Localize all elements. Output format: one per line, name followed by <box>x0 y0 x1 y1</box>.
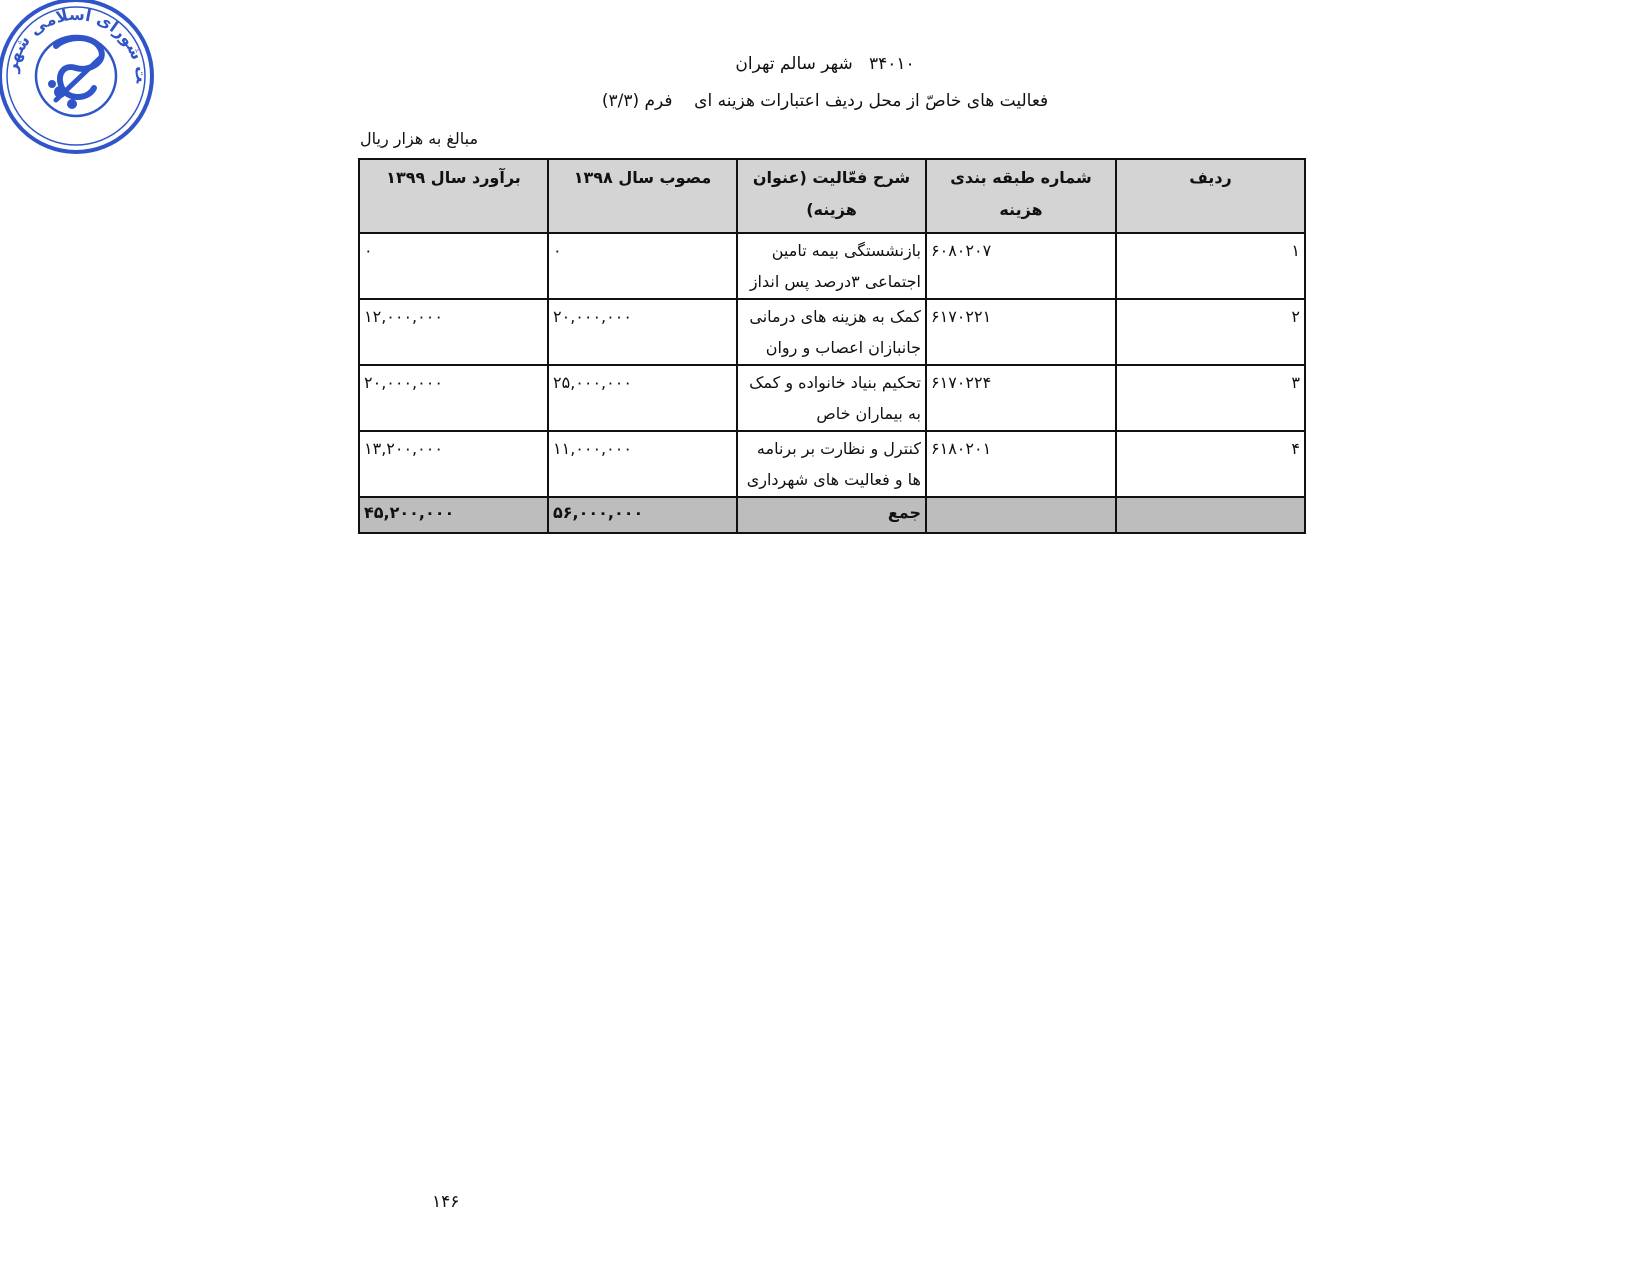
row-number-cell: ۱ <box>1116 233 1305 299</box>
header-expense-code: شماره طبقه بندی هزینه <box>926 159 1116 233</box>
estimate-amount-cell: ۰ <box>359 233 548 299</box>
expense-code-cell: ۶۱۷۰۲۲۴ <box>926 365 1116 431</box>
row-number-cell: ۳ <box>1116 365 1305 431</box>
estimate-amount-cell: ۱۳,۲۰۰,۰۰۰ <box>359 431 548 497</box>
table-row <box>359 431 1305 497</box>
activity-description-cell: کنترل و نظارت بر برنامه ها و فعالیت های شهرداری <box>737 431 926 497</box>
header-row-number: ردیف <box>1116 159 1305 233</box>
header-estimate-1399: برآورد سال ۱۳۹۹ <box>359 159 548 233</box>
total-label: جمع <box>737 497 926 533</box>
expense-code-cell: ۶۰۸۰۲۰۷ <box>926 233 1116 299</box>
total-approved-amount: ۵۶,۰۰۰,۰۰۰ <box>548 497 737 533</box>
total-row <box>359 497 1305 533</box>
activity-description-cell: بازنشستگی بیمه تامین اجتماعی ۳درصد پس انداز <box>737 233 926 299</box>
row-number-cell: ۴ <box>1116 431 1305 497</box>
total-estimate-amount: ۴۵,۲۰۰,۰۰۰ <box>359 497 548 533</box>
page-number: ۱۴۶ <box>432 1192 460 1212</box>
unit-note: مبالغ به هزار ریال <box>360 129 479 148</box>
expense-code-cell: ۶۱۷۰۲۲۱ <box>926 299 1116 365</box>
activities-table <box>358 158 1306 534</box>
estimate-amount-cell: ۱۲,۰۰۰,۰۰۰ <box>359 299 548 365</box>
approved-amount-cell: ۱۱,۰۰۰,۰۰۰ <box>548 431 737 497</box>
table-row <box>359 299 1305 365</box>
approved-amount-cell: ۰ <box>548 233 737 299</box>
svg-text:معاونت شورای اسلامی شهر تهران: ت شورای اسلامی شهر <box>1 4 152 84</box>
expense-code-cell: ۶۱۸۰۲۰۱ <box>926 431 1116 497</box>
document-title: ۳۴۰۱۰ شهر سالم تهران <box>735 54 915 74</box>
activity-description-cell: تحکیم بنیاد خانواده و کمک به بیماران خاص <box>737 365 926 431</box>
table-row <box>359 233 1305 299</box>
table-row <box>359 365 1305 431</box>
header-activity-description: شرح فعّالیت (عنوان هزینه) <box>737 159 926 233</box>
council-seal-stamp <box>0 0 158 158</box>
document-subtitle: فعالیت های خاصّ از محل ردیف اعتبارات هزینه ای فرم (۳/۳) <box>601 91 1049 111</box>
total-empty-cell <box>1116 497 1305 533</box>
activity-description-cell: کمک به هزینه های درمانی جانبازان اعصاب و روان <box>737 299 926 365</box>
approved-amount-cell: ۲۵,۰۰۰,۰۰۰ <box>548 365 737 431</box>
total-empty-cell <box>926 497 1116 533</box>
table-header-row <box>359 159 1305 233</box>
approved-amount-cell: ۲۰,۰۰۰,۰۰۰ <box>548 299 737 365</box>
header-approved-1398: مصوب سال ۱۳۹۸ <box>548 159 737 233</box>
estimate-amount-cell: ۲۰,۰۰۰,۰۰۰ <box>359 365 548 431</box>
row-number-cell: ۲ <box>1116 299 1305 365</box>
